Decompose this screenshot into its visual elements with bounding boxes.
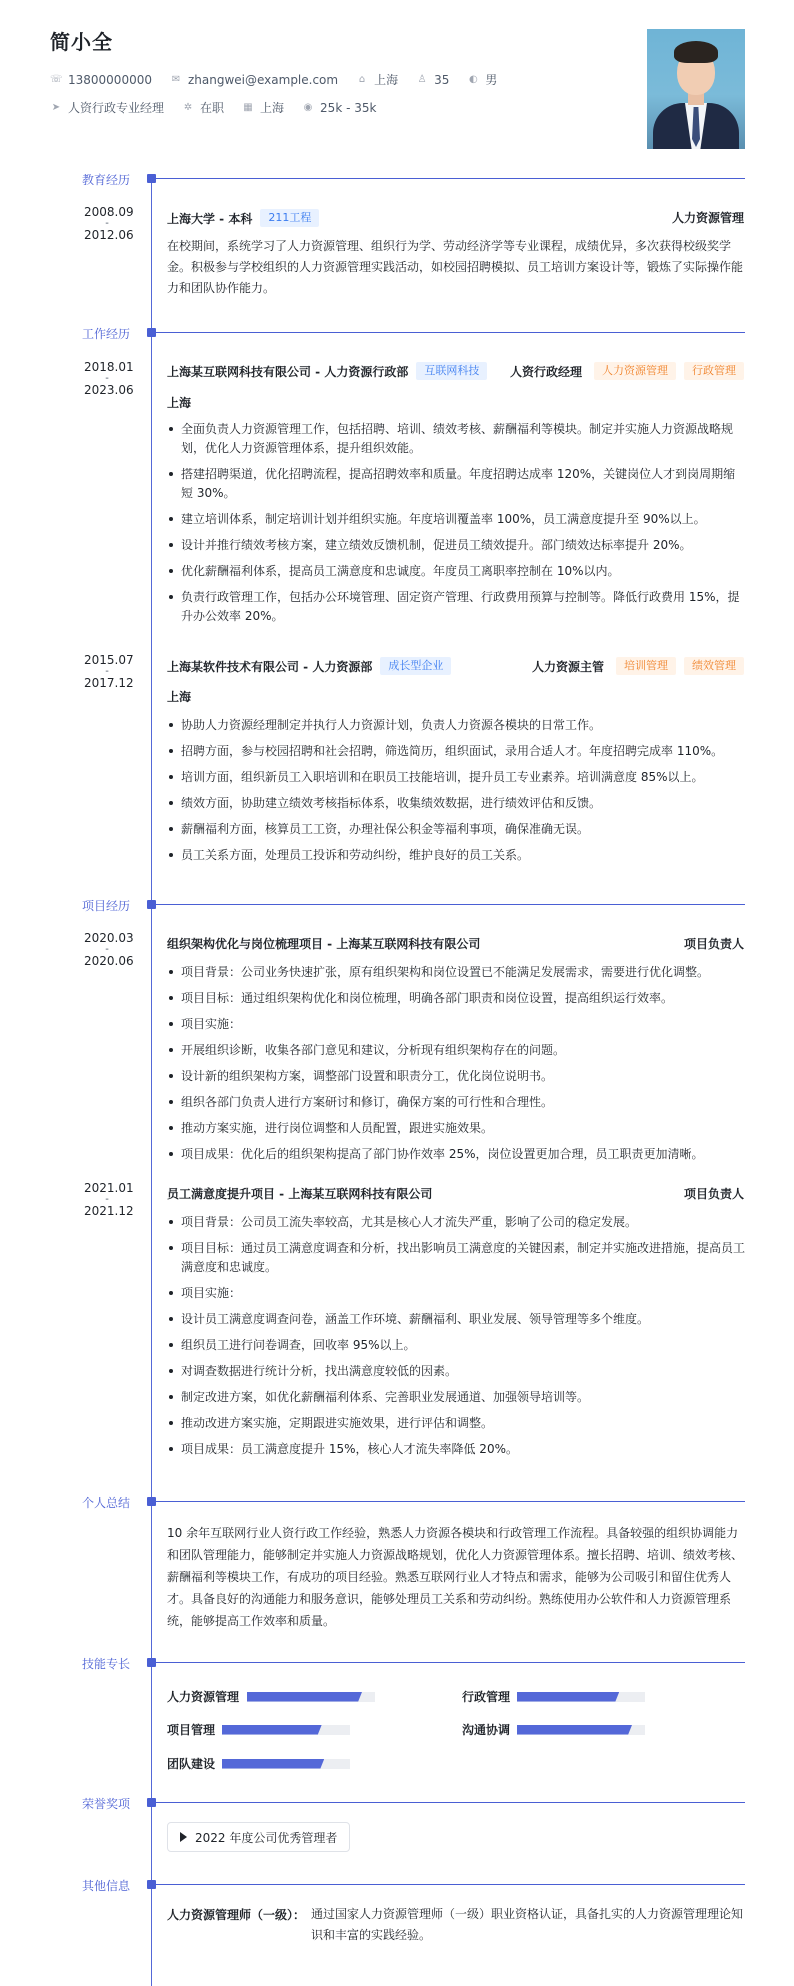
list-item: 项目目标：通过组织架构优化和岗位梳理，明确各部门职责和岗位设置，提高组织运行效率。 <box>167 989 745 1008</box>
project-bullets <box>167 1213 745 1466</box>
role-tag: 培训管理 <box>616 657 676 675</box>
work-date: 2015.07 - 2017.12 <box>84 653 134 690</box>
section-divider <box>156 332 745 333</box>
section-divider <box>156 1884 745 1885</box>
contact-line <box>50 71 515 88</box>
intention-line <box>50 99 394 116</box>
summary-text: 10 余年互联网行业人资行政工作经验，熟悉人力资源各模块和行政管理工作流程。具备较强的组织协调能力和团队管理能力，能够制定并实施人力资源战略规划，优化人力资源管理体系。擅长招聘、培训、绩效考核、薪酬福利等模块工作，有成功的项目经验。熟悉互联网行业人才特点和需求，能够为公司吸引和留住优秀人才。具备良好的沟通能力和服务意识，能够处理员工关系和劳动纠纷。熟练使用办公软件和人力资源管理系统，能够提高工作效率和质量。 <box>167 1526 744 1628</box>
email-value: zhangwei@example.com <box>187 72 339 87</box>
section-divider <box>156 904 745 905</box>
work-role <box>510 362 744 380</box>
phone-item <box>50 73 152 87</box>
award-item <box>167 1822 350 1852</box>
start-date: 2008.09 <box>84 205 134 219</box>
education-school <box>167 209 319 227</box>
list-item: 优化薪酬福利体系，提高员工满意度和忠诚度。年度员工离职率控制在 10%以内。 <box>167 562 745 581</box>
skill-fill <box>222 1725 322 1735</box>
skill-item <box>167 1688 375 1705</box>
list-item: 薪酬福利方面，核算员工工资，办理社保公积金等福利事项，确保准确无误。 <box>167 820 745 839</box>
skill-name: 团队建设 <box>167 1757 216 1771</box>
profile-photo <box>647 29 745 149</box>
list-item: 协助人力资源经理制定并执行人力资源计划，负责人力资源各模块的日常工作。 <box>167 716 745 735</box>
list-item: 项目背景：公司业务快速扩张，原有组织架构和岗位设置已不能满足发展需求，需要进行优化调整。 <box>167 963 745 982</box>
list-item: 培训方面，组织新员工入职培训和在职员工技能培训，提升员工专业素养。培训满意度 85%以上。 <box>167 768 745 787</box>
section-marker <box>147 1880 156 1889</box>
list-item: 招聘方面，参与校园招聘和社会招聘，筛选简历，组织面试，录用合适人才。年度招聘完成率 110%。 <box>167 742 745 761</box>
list-item: 项目实施： <box>167 1284 745 1303</box>
company-name: 上海某互联网科技有限公司 - 人力资源行政部 <box>167 364 409 379</box>
work-date: 2018.01 - 2023.06 <box>84 360 134 397</box>
list-item: 推动方案实施，进行岗位调整和人员配置，跟进实施效果。 <box>167 1119 745 1138</box>
work-bullets <box>167 420 745 633</box>
section-divider <box>156 1662 745 1663</box>
list-item: 建立培训体系，制定培训计划并组织实施。年度培训覆盖率 100%，员工满意度提升至 90%以上。 <box>167 510 745 529</box>
section-marker <box>147 900 156 909</box>
section-title-work: 工作经历 <box>82 327 131 341</box>
start-date: 2018.01 <box>84 360 134 374</box>
role-tag: 行政管理 <box>684 362 744 380</box>
project-title: 组织架构优化与岗位梳理项目 - 上海某互联网科技有限公司 <box>167 937 481 951</box>
list-item: 设计新的组织架构方案，调整部门设置和职责分工，优化岗位说明书。 <box>167 1067 745 1086</box>
phone-icon: ☏ <box>50 73 63 85</box>
start-date: 2020.03 <box>84 931 134 945</box>
list-item: 开展组织诊断，收集各部门意见和建议，分析现有组织架构存在的问题。 <box>167 1041 745 1060</box>
city-item <box>242 99 284 116</box>
work-city: 上海 <box>167 396 192 410</box>
list-item: 对调查数据进行统计分析，找出满意度较低的因素。 <box>167 1362 745 1381</box>
status-value: 在职 <box>200 101 225 115</box>
skill-fill <box>247 1692 362 1702</box>
school-name: 上海大学 - 本科 <box>167 211 253 226</box>
skill-bar <box>247 1692 375 1702</box>
status-icon: ✲ <box>183 101 193 113</box>
list-item: 绩效方面，协助建立绩效考核指标体系，收集绩效数据，进行绩效评估和反馈。 <box>167 794 745 813</box>
project-title: 员工满意度提升项目 - 上海某互联网科技有限公司 <box>167 1187 433 1201</box>
role-name: 人力资源主管 <box>531 659 604 674</box>
list-item: 设计并推行绩效考核方案，建立绩效反馈机制，促进员工绩效提升。部门绩效达标率提升 20%。 <box>167 536 745 555</box>
list-item: 员工关系方面，处理员工投诉和劳动纠纷，维护良好的员工关系。 <box>167 846 745 865</box>
skill-name: 人力资源管理 <box>167 1690 240 1704</box>
play-icon <box>180 1832 187 1842</box>
age-item <box>416 73 449 87</box>
skill-fill <box>222 1759 324 1769</box>
certificate-name: 人力资源管理师（一级）： <box>167 1908 306 1922</box>
list-item: 项目实施： <box>167 1015 745 1034</box>
list-item: 搭建招聘渠道，优化招聘流程，提高招聘效率和质量。年度招聘达成率 120%，关键岗位人才到岗周期缩短 30%。 <box>167 465 745 503</box>
section-marker <box>147 1658 156 1667</box>
project-role: 项目负责人 <box>683 937 744 951</box>
section-title-awards: 荣誉奖项 <box>82 1797 131 1811</box>
section-divider <box>156 1802 745 1803</box>
role-name: 人资行政经理 <box>509 364 582 379</box>
list-item: 项目成果：优化后的组织架构提高了部门协作效率 25%，岗位设置更加合理，员工职责更加清晰。 <box>167 1145 745 1164</box>
award-text: 2022 年度公司优秀管理者 <box>195 1830 338 1845</box>
section-title-skills: 技能专长 <box>82 1657 131 1671</box>
list-item: 项目成果：员工满意度提升 15%，核心人才流失率降低 20%。 <box>167 1440 745 1459</box>
start-date: 2015.07 <box>84 653 134 667</box>
location-item <box>356 71 398 88</box>
skill-item <box>462 1721 645 1738</box>
skill-item <box>167 1755 350 1772</box>
gender-value: 男 <box>485 73 498 87</box>
role-tag: 人力资源管理 <box>594 362 676 380</box>
mail-icon: ✉ <box>171 73 181 85</box>
education-major: 人力资源管理 <box>671 211 744 225</box>
list-item: 项目目标：通过员工满意度调查和分析，找出影响员工满意度的关键因素，制定并实施改进措施，提高员工满意度和忠诚度。 <box>167 1239 745 1277</box>
skill-item <box>462 1688 645 1705</box>
start-date: 2021.01 <box>84 1181 134 1195</box>
skill-bar <box>222 1759 350 1769</box>
skill-bar <box>517 1725 645 1735</box>
status-item <box>182 99 224 116</box>
location-value: 上海 <box>374 73 399 87</box>
section-marker <box>147 328 156 337</box>
section-title-projects: 项目经历 <box>82 899 131 913</box>
section-marker <box>147 1798 156 1807</box>
company-tag: 互联网科技 <box>416 362 487 380</box>
section-divider <box>156 178 745 179</box>
work-city: 上海 <box>167 690 192 704</box>
list-item: 制定改进方案，如优化薪酬福利体系、完善职业发展通道、加强领导培训等。 <box>167 1388 745 1407</box>
education-date: 2008.09 - 2012.06 <box>84 205 134 242</box>
candidate-name: 简小全 <box>50 30 113 54</box>
section-marker <box>147 174 156 183</box>
skill-name: 行政管理 <box>462 1690 511 1704</box>
job-value: 人资行政专业经理 <box>68 101 165 115</box>
city-value: 上海 <box>260 101 285 115</box>
skill-bar <box>517 1692 645 1702</box>
salary-value: 25k - 35k <box>320 100 377 115</box>
age-icon: ♙ <box>417 73 427 85</box>
certificate-description: 通过国家人力资源管理师（一级）职业资格认证，具备扎实的人力资源管理理论知识和丰富的实践经验。 <box>311 1907 744 1942</box>
end-date: 2012.06 <box>84 228 134 242</box>
list-item: 负责行政管理工作，包括办公环境管理、固定资产管理、行政费用预算与控制等。降低行政费用 15%，提升办公效率 20%。 <box>167 588 745 626</box>
phone-value: 13800000000 <box>68 72 152 87</box>
school-tag: 211工程 <box>260 209 319 227</box>
age-value: 35 <box>434 72 450 87</box>
project-bullets <box>167 963 745 1171</box>
project-date: 2020.03 - 2020.06 <box>84 931 134 968</box>
end-date: 2017.12 <box>84 676 134 690</box>
work-role <box>532 657 744 675</box>
section-title-summary: 个人总结 <box>82 1496 131 1510</box>
building-icon: ▦ <box>243 101 253 113</box>
section-divider <box>156 1501 745 1502</box>
skill-fill <box>517 1692 619 1702</box>
company-tag: 成长型企业 <box>380 657 451 675</box>
skill-fill <box>517 1725 632 1735</box>
project-role: 项目负责人 <box>683 1187 744 1201</box>
timeline-line <box>151 175 152 1986</box>
salary-item <box>302 101 376 115</box>
end-date: 2020.06 <box>84 954 134 968</box>
section-marker <box>147 1497 156 1506</box>
list-item: 项目背景：公司员工流失率较高，尤其是核心人才流失严重，影响了公司的稳定发展。 <box>167 1213 745 1232</box>
skill-bar <box>222 1725 350 1735</box>
list-item: 组织员工进行问卷调查，回收率 95%以上。 <box>167 1336 745 1355</box>
list-item: 推动改进方案实施，定期跟进实施效果，进行评估和调整。 <box>167 1414 745 1433</box>
job-item <box>50 99 164 116</box>
gender-icon: ◐ <box>469 73 478 85</box>
skill-item <box>167 1721 350 1738</box>
list-item: 全面负责人力资源管理工作，包括招聘、培训、绩效考核、薪酬福利等模块。制定并实施人力资源战略规划，优化人力资源管理体系，提升组织效能。 <box>167 420 745 458</box>
company-name: 上海某软件技术有限公司 - 人力资源部 <box>167 659 373 674</box>
section-title-other: 其他信息 <box>82 1879 131 1893</box>
work-bullets <box>167 716 745 872</box>
section-title-education: 教育经历 <box>82 173 131 187</box>
gender-item <box>467 71 497 88</box>
end-date: 2023.06 <box>84 383 134 397</box>
end-date: 2021.12 <box>84 1204 134 1218</box>
send-icon: ➤ <box>51 101 61 113</box>
home-icon: ⌂ <box>358 73 366 85</box>
work-company <box>167 362 487 380</box>
email-item <box>170 73 338 87</box>
work-company <box>167 657 451 675</box>
list-item: 组织各部门负责人进行方案研讨和修订，确保方案的可行性和合理性。 <box>167 1093 745 1112</box>
education-description: 在校期间，系统学习了人力资源管理、组织行为学、劳动经济学等专业课程，成绩优异，多次获得校级奖学金。积极参与学校组织的人力资源管理实践活动，如校园招聘模拟、员工培训方案设计等，锻炼了实际操作能力和团队协作能力。 <box>167 239 744 295</box>
list-item: 设计员工满意度调查问卷，涵盖工作环境、薪酬福利、职业发展、领导管理等多个维度。 <box>167 1310 745 1329</box>
role-tag: 绩效管理 <box>684 657 744 675</box>
skill-name: 沟通协调 <box>462 1723 511 1737</box>
skill-name: 项目管理 <box>167 1723 216 1737</box>
project-date: 2021.01 - 2021.12 <box>84 1181 134 1218</box>
salary-icon: ◉ <box>303 101 313 113</box>
